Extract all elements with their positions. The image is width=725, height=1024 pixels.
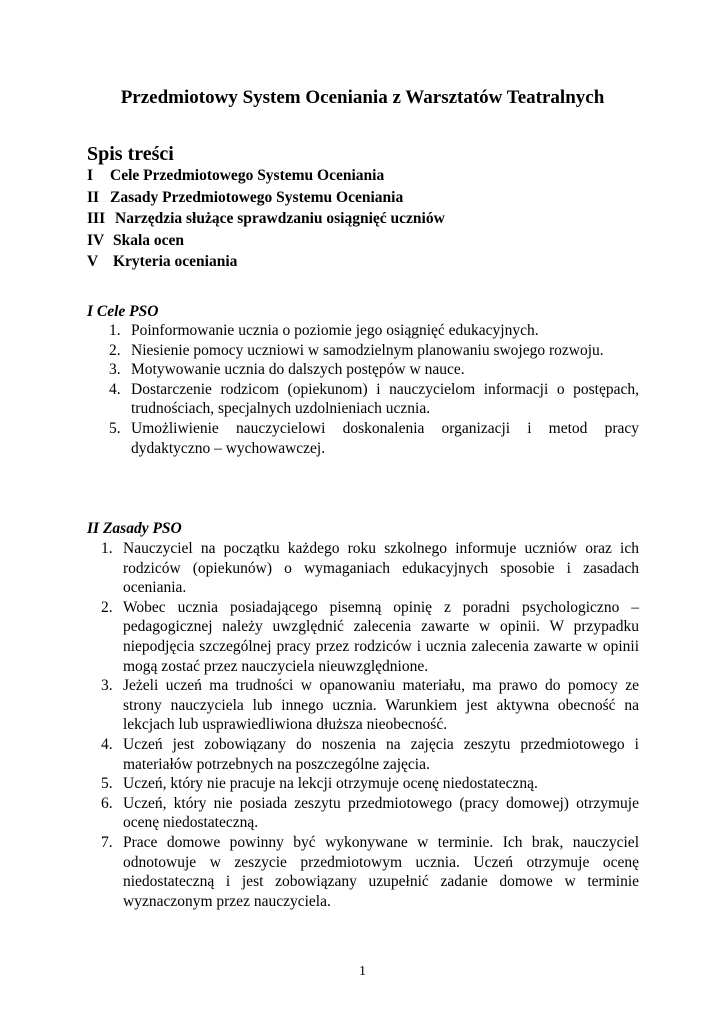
list-item <box>101 794 639 833</box>
list-item-number: 5. <box>109 419 121 437</box>
list-item <box>109 321 639 341</box>
list-item-text: Dostarczenie rodzicom (opiekunom) i nauczycielom informacji o postępach, trudnościach, specjalnych uzdolnieniach ucznia. <box>131 380 639 418</box>
list-item-text: Niesienie pomocy uczniowi w samodzielnym planowaniu swojego rozwoju. <box>131 341 604 359</box>
list-item <box>109 360 639 380</box>
list-item-number: 2. <box>101 598 113 616</box>
list-item-number: 3. <box>101 677 113 695</box>
list-item <box>101 774 639 794</box>
list-item-text: Prace domowe powinny być wykonywane w terminie. Ich brak, nauczyciel odnotowuje w zeszycie przedmiotowym ucznia. Uczeń otrzymuje ocenę niedostateczną i jest zobowiązany uzupełnić zadanie domowe w terminie wyznaczonym przez nauczyciela. <box>123 833 639 910</box>
list-item-number: 1. <box>109 322 121 339</box>
list-item-number: 4. <box>109 380 121 398</box>
toc-item <box>87 165 445 187</box>
page-title: Przedmiotowy System Oceniania z Warsztatów Teatralnych <box>120 87 605 108</box>
list-item-text: Uczeń, który nie pracuje na lekcji otrzymuje ocenę niedostateczną. <box>123 775 538 793</box>
list-item-number: 2. <box>109 341 121 359</box>
toc-item-label: Cele Przedmiotowego Systemu Oceniania <box>110 167 385 184</box>
toc-item <box>87 251 445 273</box>
toc-item <box>87 208 445 230</box>
toc-item-number: III <box>87 210 106 227</box>
toc-heading: Spis treści <box>87 143 174 165</box>
toc-item-number: I <box>87 167 94 184</box>
list-item <box>109 341 639 361</box>
list-item-text: Uczeń, który nie posiada zeszytu przedmiotowego (pracy domowej) otrzymuje ocenę niedostateczną. <box>123 794 639 832</box>
toc-item <box>87 187 445 209</box>
list-item-number: 3. <box>109 361 121 379</box>
list-item <box>101 539 639 598</box>
cele-list <box>109 321 639 458</box>
list-item <box>101 598 639 676</box>
list-item <box>109 380 639 419</box>
toc-item-label: Skala ocen <box>113 231 185 249</box>
list-item <box>101 676 639 735</box>
toc-item-label: Narzędzia służące sprawdzaniu osiągnięć uczniów <box>115 210 445 227</box>
list-item-text: Motywowanie ucznia do dalszych postępów w nauce. <box>131 361 465 379</box>
toc-item-number: V <box>87 253 99 270</box>
list-item-text: Jeżeli uczeń ma trudności w opanowaniu materiału, ma prawo do pomocy ze strony nauczyciela lub innego ucznia. Warunkiem jest aktywna obecność na lekcjach lub usprawiedliwiona dłuższa nieobecność. <box>123 677 639 734</box>
list-item-text: Umożliwienie nauczycielowi doskonalenia organizacji i metod pracy dydaktyczno – wychowawczej. <box>131 419 639 457</box>
table-of-contents <box>87 165 445 273</box>
page-number: 1 <box>359 964 366 979</box>
toc-item-number: IV <box>87 231 105 249</box>
list-item <box>101 833 639 911</box>
section-heading-zasady: II Zasady PSO <box>87 520 182 537</box>
list-item-text: Poinformowanie ucznia o poziomie jego osiągnięć edukacyjnych. <box>131 322 539 339</box>
list-item-text: Nauczyciel na początku każdego roku szkolnego informuje uczniów oraz ich rodziców (opiekunów) o wymaganiach edukacyjnych sposobie i zasadach oceniania. <box>123 540 639 597</box>
list-item <box>101 735 639 774</box>
list-item <box>109 419 639 458</box>
toc-item <box>87 230 445 252</box>
zasady-list <box>101 539 639 911</box>
toc-item-label: Kryteria oceniania <box>113 253 238 270</box>
list-item-number: 5. <box>101 775 113 793</box>
list-item-number: 7. <box>101 833 113 851</box>
list-item-text: Wobec ucznia posiadającego pisemną opinię z poradni psychologiczno – pedagogicznej należy uwzględnić zalecenia zawarte w opinii. W przypadku niepodjęcia szczególnej pracy przez rodziców i ucznia zalecenia zawarte w opinii mogą zostać przez nauczyciela nieuwzględnione. <box>123 598 639 675</box>
list-item-number: 4. <box>101 735 113 753</box>
toc-item-number: II <box>87 188 100 206</box>
list-item-text: Uczeń jest zobowiązany do noszenia na zajęcia zeszytu przedmiotowego i materiałów potrzebnych na poszczególne zajęcia. <box>123 735 639 773</box>
list-item-number: 6. <box>101 794 113 812</box>
toc-item-label: Zasady Przedmiotowego Systemu Oceniania <box>110 188 404 206</box>
section-heading-cele: I Cele PSO <box>87 303 159 320</box>
list-item-number: 1. <box>101 540 113 557</box>
